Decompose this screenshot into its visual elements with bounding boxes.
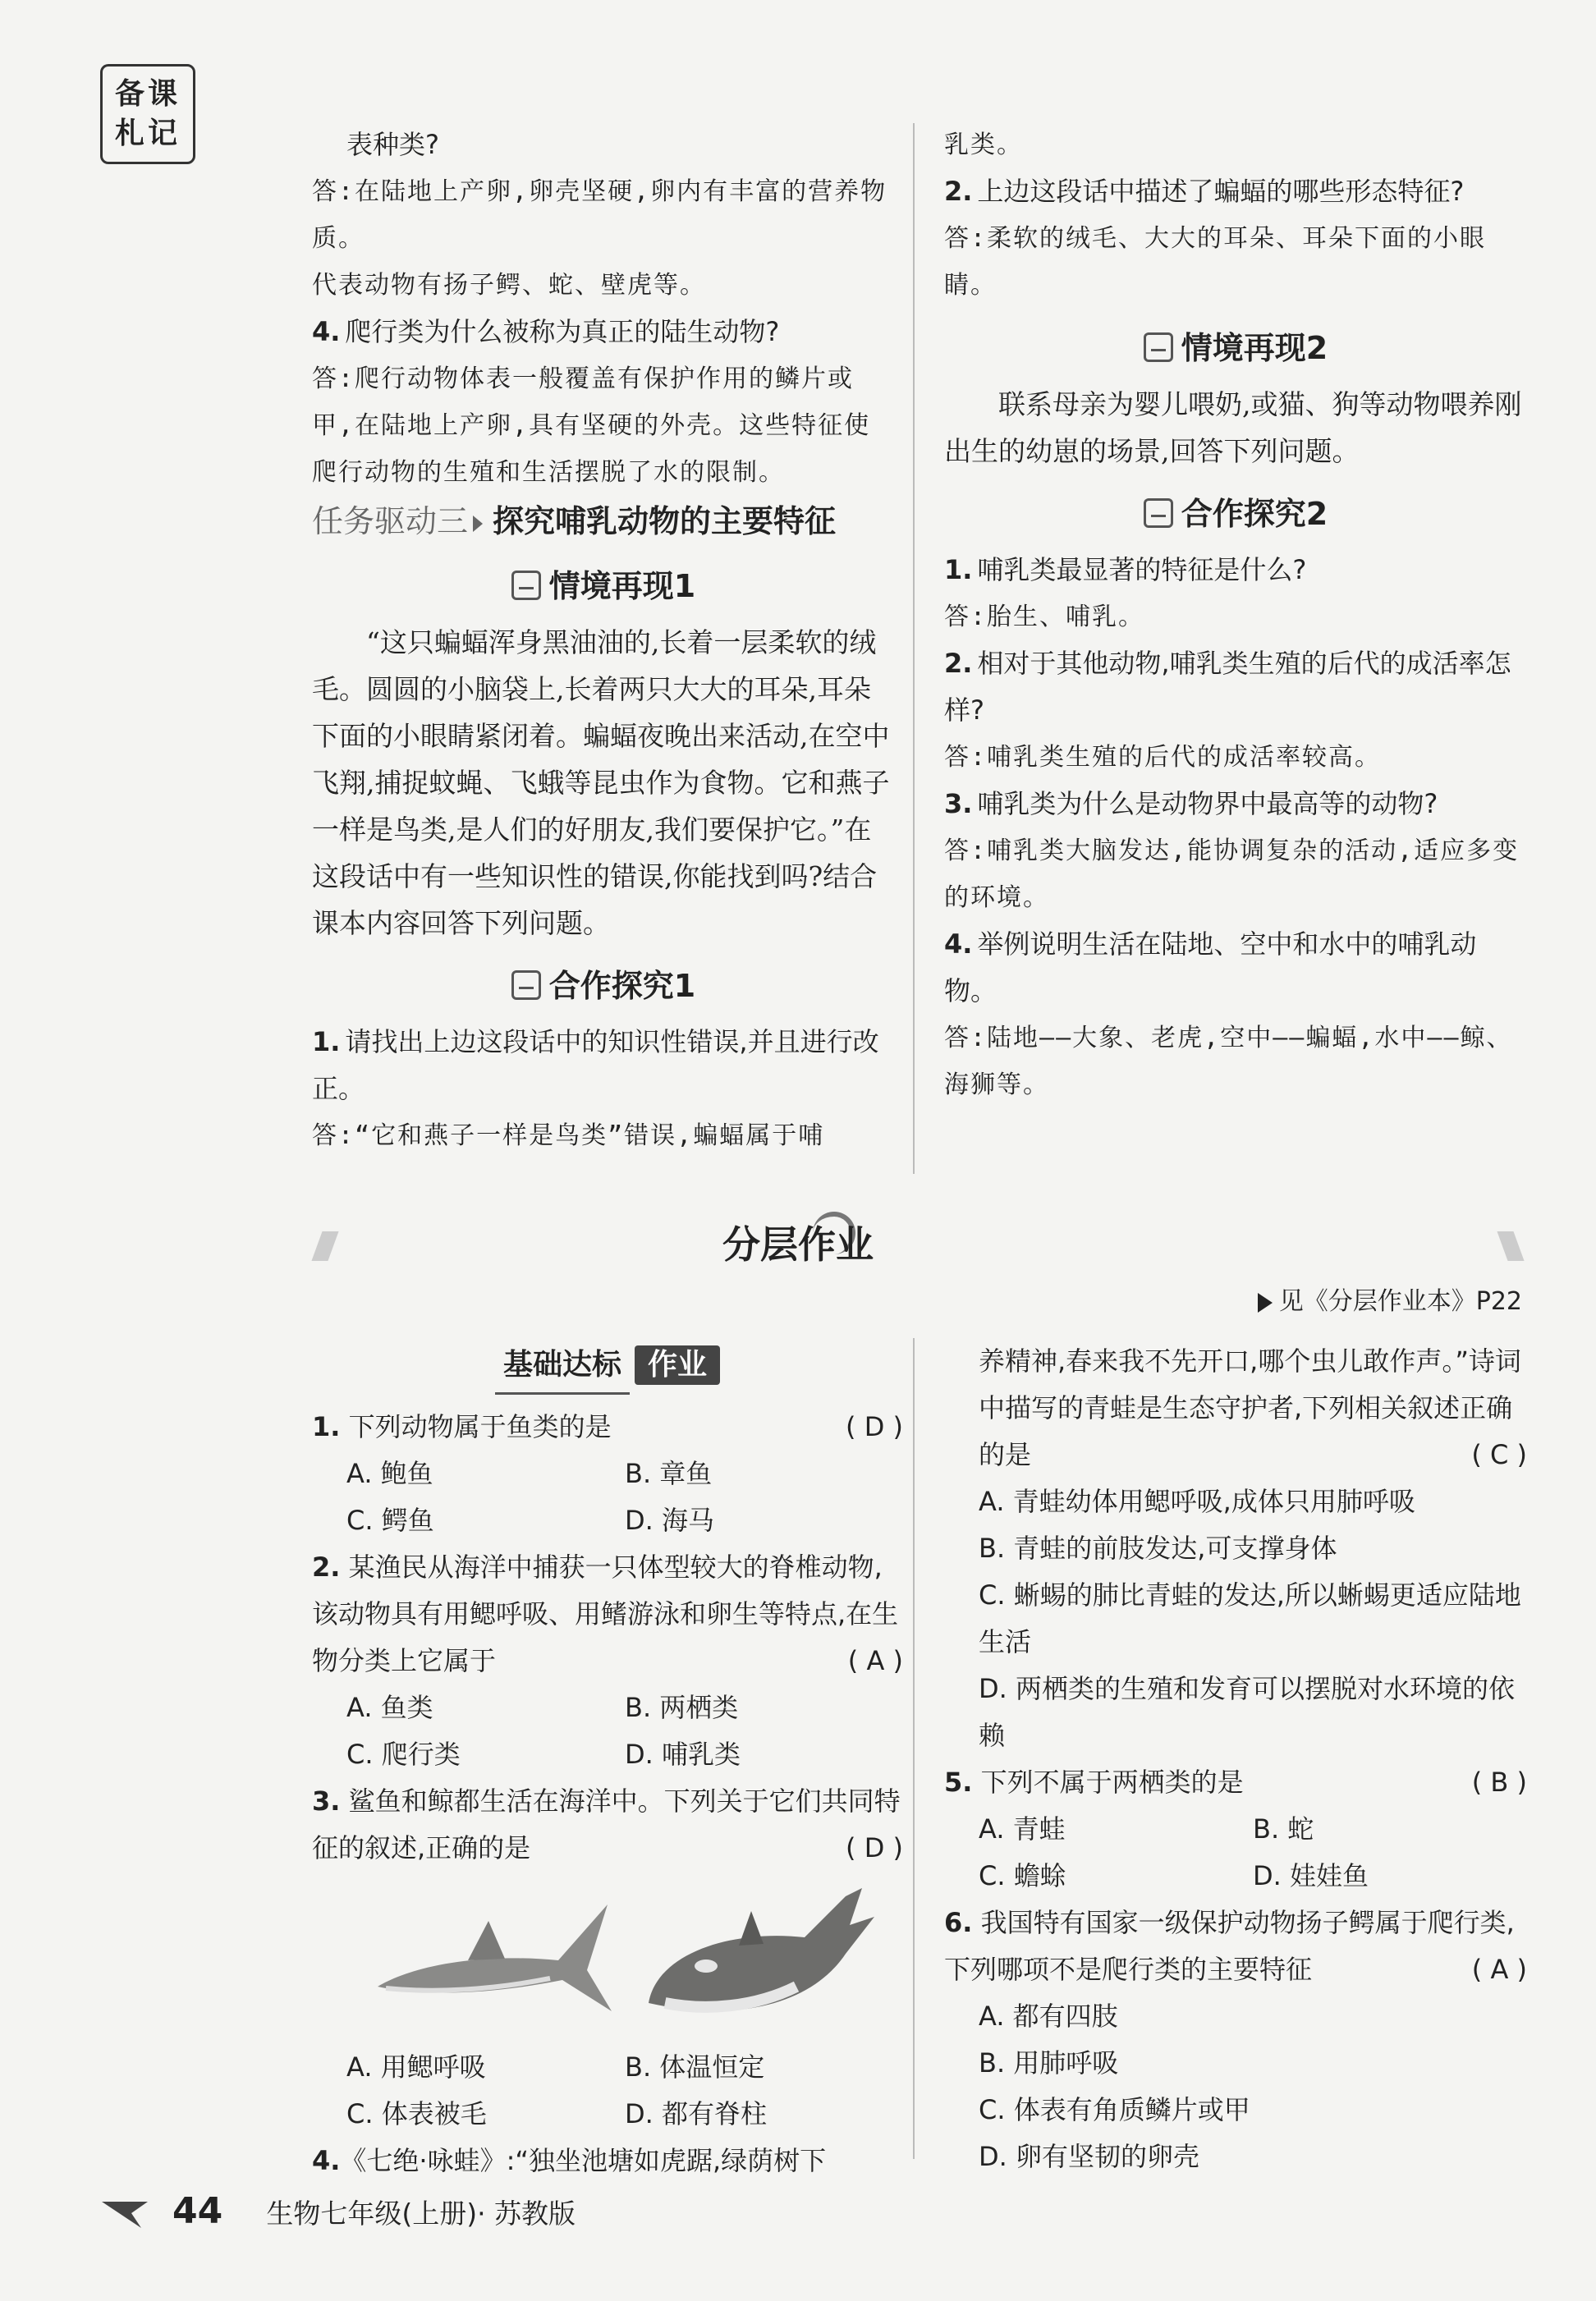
question-text: 下列不属于两栖类的是 — [980, 1767, 1244, 1798]
mc-question-5 — [944, 1759, 1527, 1900]
coop1-answer-1: 答:“它和燕子一样是鸟类”错误,蝙蝠属于哺 — [312, 1121, 825, 1150]
answer-3: 答:在陆地上产卵,卵壳坚硬,卵内有丰富的营养物质。 — [312, 177, 887, 253]
question-text: 《七绝·咏蛙》:“独坐池塘如虎踞,绿荫树下 — [340, 2145, 827, 2176]
bottom-left-column — [312, 1338, 903, 2184]
coop2-answer-3: 答:哺乳类大脑发达,能协调复杂的活动,适应多变的环境。 — [944, 837, 1520, 912]
scene-heading-text: 情境再现1 — [548, 568, 696, 604]
mc-question-1 — [312, 1404, 903, 1544]
answer-2: 答:柔软的绒毛、大大的耳朵、耳朵下面的小眼睛。 — [944, 224, 1487, 300]
option-d: D. 两栖类的生殖和发育可以摆脱对水环境的依赖 — [979, 1673, 1515, 1751]
question-number: 1. — [944, 554, 973, 585]
coop-icon — [511, 970, 541, 1000]
scene-icon — [1144, 332, 1173, 362]
option-d: D. 哺乳类 — [625, 1739, 741, 1770]
question-text: 上边这段话中描述了蝙蝠的哪些形态特征? — [977, 176, 1465, 207]
mc-question-4 — [312, 2138, 903, 2184]
question-number: 1. — [312, 1411, 341, 1442]
option-d: D. 海马 — [625, 1505, 714, 1536]
corner-decoration-icon — [99, 2197, 151, 2230]
question-text: 相对于其他动物,哺乳类生殖的后代的成活率怎样? — [944, 648, 1511, 726]
badge-tag: 作业 — [635, 1345, 720, 1385]
answer-3-examples: 代表动物有扬子鳄、蛇、壁虎等。 — [312, 271, 706, 300]
question-text: 爬行类为什么被称为真正的陆生动物? — [345, 316, 780, 347]
coop-heading-text: 合作探究2 — [1181, 496, 1328, 532]
coop1-question-1 — [312, 1019, 895, 1112]
question-number: 3. — [944, 788, 973, 819]
book-title: 生物七年级(上册)· 苏教版 — [266, 2198, 576, 2230]
question-text: 鲨鱼和鲸都生活在海洋中。下列关于它们共同特征的叙述,正确的是 — [312, 1785, 901, 1863]
lesson-notes-stamp — [100, 64, 195, 164]
answer-bracket: ( C ) — [1471, 1439, 1527, 1470]
question-number: 2. — [944, 648, 973, 679]
question-number: 4. — [312, 2145, 341, 2176]
question-number: 6. — [944, 1907, 973, 1938]
option-c: C. 鳄鱼 — [346, 1505, 434, 1536]
workbook-reference — [1258, 1281, 1522, 1317]
scene-icon — [511, 571, 541, 600]
workbook-reference-text: 见《分层作业本》P22 — [1278, 1287, 1522, 1316]
basic-level-badge — [312, 1338, 903, 1392]
coop2-answer-1: 答:胎生、哺乳。 — [944, 603, 1145, 631]
scene-paragraph-2: 联系母亲为婴儿喂奶,或猫、狗等动物喂养刚出生的幼崽的场景,回答下列问题。 — [944, 388, 1522, 467]
option-b: B. 章鱼 — [625, 1458, 713, 1489]
page-footer — [172, 2190, 576, 2232]
option-b: B. 用肺呼吸 — [979, 2047, 1119, 2079]
option-a: A. 鱼类 — [346, 1692, 433, 1723]
scene-paragraph-1: “这只蝙蝠浑身黑油油的,长着一层柔软的绒毛。圆圆的小脑袋上,长着两只大大的耳朵,耳朵下面的小眼睛紧闭着。蝙蝠夜晚出来活动,在空中飞翔,捕捉蚊蝇、飞蛾等昆虫作为食物。它和燕子一样是鸟类,是人们的好朋友,我们要保护它。”在这段话中有一些知识性的错误,你能找到吗?结合课本内容回答下列问题。 — [312, 626, 890, 939]
question-number: 3. — [312, 1785, 341, 1817]
bottom-right-column — [944, 1338, 1527, 2180]
option-b: B. 青蛙的前肢发达,可支撑身体 — [979, 1533, 1337, 1564]
mc-question-4-continued — [944, 1338, 1527, 1759]
coop-heading-text: 合作探究1 — [548, 968, 696, 1004]
question-text: 下列动物属于鱼类的是 — [348, 1411, 612, 1442]
coop-heading-1 — [312, 961, 895, 1011]
task-heading — [312, 496, 895, 547]
top-left-column — [312, 121, 895, 1159]
shark-illustration — [369, 1888, 616, 2028]
question-number: 5. — [944, 1767, 973, 1798]
option-c: C. 蜥蜴的肺比青蛙的发达,所以蜥蜴更适应陆地生活 — [979, 1579, 1521, 1657]
coop2-question-1 — [944, 547, 1527, 594]
option-c: C. 爬行类 — [346, 1739, 461, 1770]
coop2-question-3 — [944, 781, 1527, 827]
question-text: 某渔民从海洋中捕获一只体型较大的脊椎动物,该动物具有用鳃呼吸、用鳍游泳和卵生等特点,在生物分类上它属于 — [312, 1552, 899, 1676]
option-c: C. 体表被毛 — [346, 2098, 487, 2129]
badge-label: 基础达标 — [495, 1338, 630, 1395]
option-b: B. 两栖类 — [625, 1692, 739, 1723]
answer-bracket: ( B ) — [1471, 1767, 1527, 1798]
option-c: C. 体表有角质鳞片或甲 — [979, 2094, 1250, 2125]
option-a: A. 鲍鱼 — [346, 1458, 433, 1489]
option-d: D. 卵有坚韧的卵壳 — [979, 2141, 1199, 2172]
answer-bracket: ( D ) — [846, 1411, 903, 1442]
top-right-column — [944, 121, 1527, 1108]
question-text: 哺乳类为什么是动物界中最高等的动物? — [977, 788, 1438, 819]
question-number: 4. — [312, 316, 341, 347]
mc-question-6 — [944, 1900, 1527, 2180]
option-b: B. 体温恒定 — [625, 2051, 765, 2083]
column-divider — [913, 123, 915, 1174]
coop2-question-2 — [944, 640, 1527, 734]
column-divider-bottom — [913, 1338, 915, 2159]
question-text: 请找出上边这段话中的知识性错误,并且进行改正。 — [312, 1026, 879, 1104]
question-number: 2. — [312, 1552, 341, 1583]
question-4 — [312, 309, 895, 355]
stamp-line-2: 札记 — [114, 117, 181, 150]
section-title: 分层作业 — [722, 1222, 874, 1267]
question-number: 2. — [944, 176, 973, 207]
answer-bracket: ( A ) — [1471, 1954, 1527, 1985]
stamp-line-1: 备课 — [114, 77, 181, 111]
task-title: 探究哺乳动物的主要特征 — [493, 503, 837, 539]
continued-text: 表种类? — [346, 129, 439, 160]
question-text: 我国特有国家一级保护动物扬子鳄属于爬行类,下列哪项不是爬行类的主要特征 — [944, 1907, 1515, 1985]
option-a: A. 用鳃呼吸 — [346, 2051, 486, 2083]
question-number: 1. — [312, 1026, 341, 1057]
task-tag: 任务驱动三 — [312, 503, 469, 539]
option-a: A. 青蛙幼体用鳃呼吸,成体只用肺呼吸 — [979, 1486, 1415, 1517]
answer-bracket: ( A ) — [847, 1645, 903, 1676]
question-text: 养精神,春来我不先开口,哪个虫儿敢作声。”诗词中描写的青蛙是生态守护者,下列相关叙述正确的是 — [979, 1345, 1521, 1470]
scene-heading-1 — [312, 561, 895, 611]
option-c: C. 蟾蜍 — [979, 1860, 1066, 1891]
option-b: B. 蛇 — [1253, 1813, 1314, 1845]
option-a: A. 都有四肢 — [979, 2001, 1118, 2032]
answer-4: 答:爬行动物体表一般覆盖有保护作用的鳞片或甲,在陆地上产卵,具有坚硬的外壳。这些特征使爬行动物的生殖和生活摆脱了水的限制。 — [312, 364, 871, 487]
question-number: 4. — [944, 928, 973, 960]
option-a: A. 青蛙 — [979, 1813, 1066, 1845]
coop2-answer-4: 答:陆地——大象、老虎,空中——蝙蝠,水中——鲸、海狮等。 — [944, 1024, 1513, 1099]
coop2-question-4 — [944, 921, 1527, 1015]
shark-and-whale-illustration — [312, 1880, 903, 2036]
question-2 — [944, 168, 1527, 215]
option-d: D. 娃娃鱼 — [1253, 1860, 1369, 1891]
arrow-icon — [473, 516, 483, 532]
play-triangle-icon — [1258, 1293, 1273, 1313]
coop-icon — [1144, 498, 1173, 528]
scene-heading-text: 情境再现2 — [1181, 330, 1328, 366]
mc-question-2 — [312, 1544, 903, 1778]
coop-heading-2 — [944, 489, 1527, 539]
option-d: D. 都有脊柱 — [625, 2098, 767, 2129]
question-text: 举例说明生活在陆地、空中和水中的哺乳动物。 — [944, 928, 1477, 1006]
coop2-answer-2: 答:哺乳类生殖的后代的成活率较高。 — [944, 743, 1382, 772]
question-text: 哺乳类最显著的特征是什么? — [977, 554, 1307, 585]
continued-answer: 乳类。 — [944, 131, 1023, 159]
whale-illustration — [640, 1880, 878, 2036]
answer-bracket: ( D ) — [846, 1832, 903, 1863]
page-number: 44 — [172, 2190, 223, 2232]
mc-question-3 — [312, 1778, 903, 2138]
scene-heading-2 — [944, 323, 1527, 373]
